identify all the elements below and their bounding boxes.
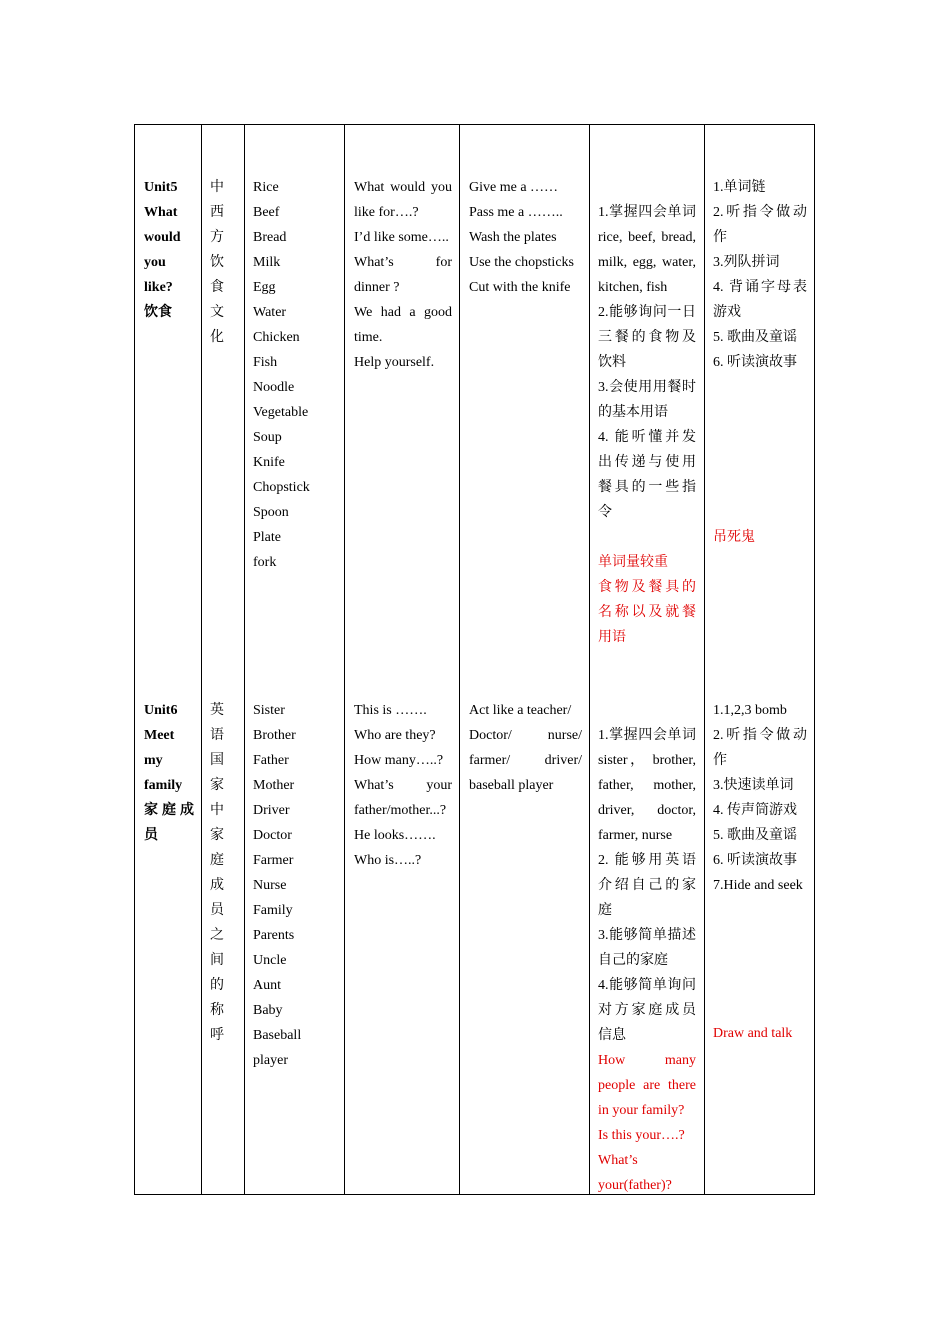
culture-char: 之 [210,928,224,943]
activity-line: 2.听指令做动 [713,205,807,220]
activity-line: 1.1,2,3 bomb [713,703,787,718]
goal-line: 4.能够简单询问 [598,978,696,993]
culture-char: 间 [210,953,224,968]
activity-line: 1.单词链 [713,180,766,195]
activity-line: 7.Hide and seek [713,878,803,893]
sentence-line: time. [354,330,383,345]
word-item: fork [253,555,277,570]
word-item: Farmer [253,853,294,868]
culture-char: 语 [210,728,224,743]
culture-char: 成 [210,878,224,893]
unit-line: What [144,205,178,220]
unit-cell [144,698,194,848]
culture-char: 国 [210,753,224,768]
unit-line: you [144,255,166,270]
word-item: Noodle [253,380,295,395]
goal-line: 1.掌握四会单词 [598,728,696,743]
goal-line: 出传递与使用 [598,455,696,470]
activity-line: 游戏 [713,305,741,320]
word-item: Milk [253,255,281,270]
sentence-line: Who is…..? [354,853,422,868]
activity-note: 吊死鬼 [713,530,755,545]
word-item: Brother [253,728,296,743]
goal-note-line: How many [598,1053,696,1068]
command-line: Cut with the knife [469,280,571,295]
column-divider [344,125,345,1194]
word-item: Beef [253,205,280,220]
goal-line: driver, doctor, [598,803,696,818]
command-line: baseball player [469,778,554,793]
goal-note-line: 名称以及就餐 [598,605,696,620]
word-item: Egg [253,280,276,295]
goal-line: 3.能够简单描述 [598,928,696,943]
word-item: Chopstick [253,480,310,495]
goal-note-line: your(father)? [598,1178,672,1193]
words-cell [253,175,339,575]
goals-cell [598,200,696,650]
goal-note-line: in your family? [598,1103,685,1118]
unit-line: 家庭成 [144,803,194,818]
column-divider [459,125,460,1194]
activities-cell [713,698,807,898]
command-line: Wash the plates [469,230,557,245]
sentences-cell [354,698,452,873]
word-item: Bread [253,230,287,245]
word-item: Fish [253,355,278,370]
unit-line: Meet [144,728,175,743]
activities-cell [713,175,807,375]
word-item: Doctor [253,828,292,843]
unit-cell [144,175,194,325]
column-divider [244,125,245,1194]
goals-cell [598,723,696,1198]
goal-line: 庭 [598,903,612,918]
goal-line: 餐具的一些指 [598,480,696,495]
goal-line: 2.能够询问一日 [598,305,696,320]
goal-note-line: Is this your….? [598,1128,685,1143]
goal-line: 三餐的食物及 [598,330,696,345]
word-item: Nurse [253,878,287,893]
word-item: Family [253,903,293,918]
unit-line: would [144,230,181,245]
activity-line: 6. 听读演故事 [713,355,797,370]
activity-line: 3.列队拼词 [713,255,780,270]
word-item: Plate [253,530,281,545]
sentence-line: He looks……. [354,828,436,843]
curriculum-table [134,124,815,1195]
unit-line: Unit5 [144,180,178,195]
goal-line: sister， brother, [598,753,696,768]
goal-line: 3.会使用用餐时 [598,380,696,395]
goal-line: 的基本用语 [598,405,668,420]
word-item: Vegetable [253,405,309,420]
column-divider [704,125,705,1194]
word-item: Baseball [253,1028,302,1043]
spacer [598,525,696,550]
command-line: farmer/ driver/ [469,753,582,768]
goal-line: kitchen, fish [598,280,668,295]
word-item: Baby [253,1003,283,1018]
sentence-line: I’d like some….. [354,230,449,245]
activity-line: 5. 歌曲及童谣 [713,330,797,345]
goal-line: rice, beef, bread, [598,230,696,245]
commands-cell [469,175,582,300]
activity-line: 2.听指令做动 [713,728,807,743]
command-line: Give me a …… [469,180,559,195]
command-line: Pass me a …….. [469,205,563,220]
goal-line: farmer, nurse [598,828,673,843]
sentence-line: like for….? [354,205,419,220]
word-item: Chicken [253,330,300,345]
command-line: Use the chopsticks [469,255,574,270]
word-item: Aunt [253,978,281,993]
goal-line: 介绍自己的家 [598,878,696,893]
word-item: Parents [253,928,295,943]
word-item: Rice [253,180,279,195]
unit-line: 员 [144,828,158,843]
word-item: Uncle [253,953,287,968]
culture-char: 员 [210,903,224,918]
activity-line: 3.快速读单词 [713,778,794,793]
culture-char: 英 [210,703,224,718]
commands-cell [469,698,582,798]
culture-char: 家 [210,828,224,843]
unit-line: 饮食 [144,305,172,320]
sentence-line: This is ……. [354,703,427,718]
sentences-cell [354,175,452,375]
goal-note-line: 单词量较重 [598,555,668,570]
culture-cell [210,175,238,350]
culture-char: 中 [210,803,224,818]
culture-char: 家 [210,778,224,793]
sentence-line: dinner ? [354,280,400,295]
culture-cell [210,698,238,1048]
culture-char: 庭 [210,853,224,868]
sentence-line: What’s your [354,778,452,793]
unit-line: family [144,778,183,793]
culture-char: 称 [210,1003,224,1018]
word-item: Mother [253,778,295,793]
culture-char: 食 [210,280,224,295]
unit-line: Unit6 [144,703,178,718]
unit-line: my [144,753,163,768]
word-item: Spoon [253,505,289,520]
column-divider [589,125,590,1194]
activity-line: 5. 歌曲及童谣 [713,828,797,843]
goal-line: 令 [598,505,612,520]
goal-line: 对方家庭成员 [598,1003,696,1018]
activity-line: 4. 传声筒游戏 [713,803,797,818]
column-divider [201,125,202,1194]
culture-char: 饮 [210,255,224,270]
sentence-line: father/mother...? [354,803,447,818]
culture-char: 呼 [210,1028,224,1043]
word-item: Father [253,753,289,768]
sentence-line: We had a good [354,305,452,320]
command-line: Doctor/ nurse/ [469,728,582,743]
words-cell [253,698,339,1073]
goal-line: milk, egg, water, [598,255,696,270]
word-item: Water [253,305,287,320]
sentence-line: Who are they? [354,728,436,743]
unit-line: like? [144,280,173,295]
activity-note: Draw and talk [713,1026,793,1041]
goal-note-line: people are there [598,1078,696,1093]
goal-line: 自己的家庭 [598,953,668,968]
culture-char: 的 [210,978,224,993]
sentence-line: How many…..? [354,753,444,768]
sentence-line: Help yourself. [354,355,435,370]
goal-line: 4. 能听懂并发 [598,430,696,445]
culture-char: 西 [210,205,224,220]
word-item: Soup [253,430,282,445]
culture-char: 化 [210,330,224,345]
goal-line: father, mother, [598,778,696,793]
goal-line: 信息 [598,1028,626,1043]
command-line: Act like a teacher/ [469,703,572,718]
activity-line: 6. 听读演故事 [713,853,797,868]
activity-line: 作 [713,230,727,245]
sentence-line: What would you [354,180,452,195]
word-item: player [253,1053,288,1068]
goal-line: 2. 能够用英语 [598,853,696,868]
goal-line: 1.掌握四会单词 [598,205,696,220]
word-item: Driver [253,803,290,818]
goal-note-line: 食物及餐具的 [598,580,696,595]
goal-note-line: 用语 [598,630,626,645]
goal-line: 饮料 [598,355,626,370]
sentence-line: What’s for [354,255,452,270]
culture-char: 文 [210,305,224,320]
activity-line: 作 [713,753,727,768]
culture-char: 中 [210,180,224,195]
word-item: Knife [253,455,285,470]
activity-line: 4. 背诵字母表 [713,280,807,295]
culture-char: 方 [210,230,224,245]
word-item: Sister [253,703,285,718]
goal-note-line: What’s [598,1153,638,1168]
